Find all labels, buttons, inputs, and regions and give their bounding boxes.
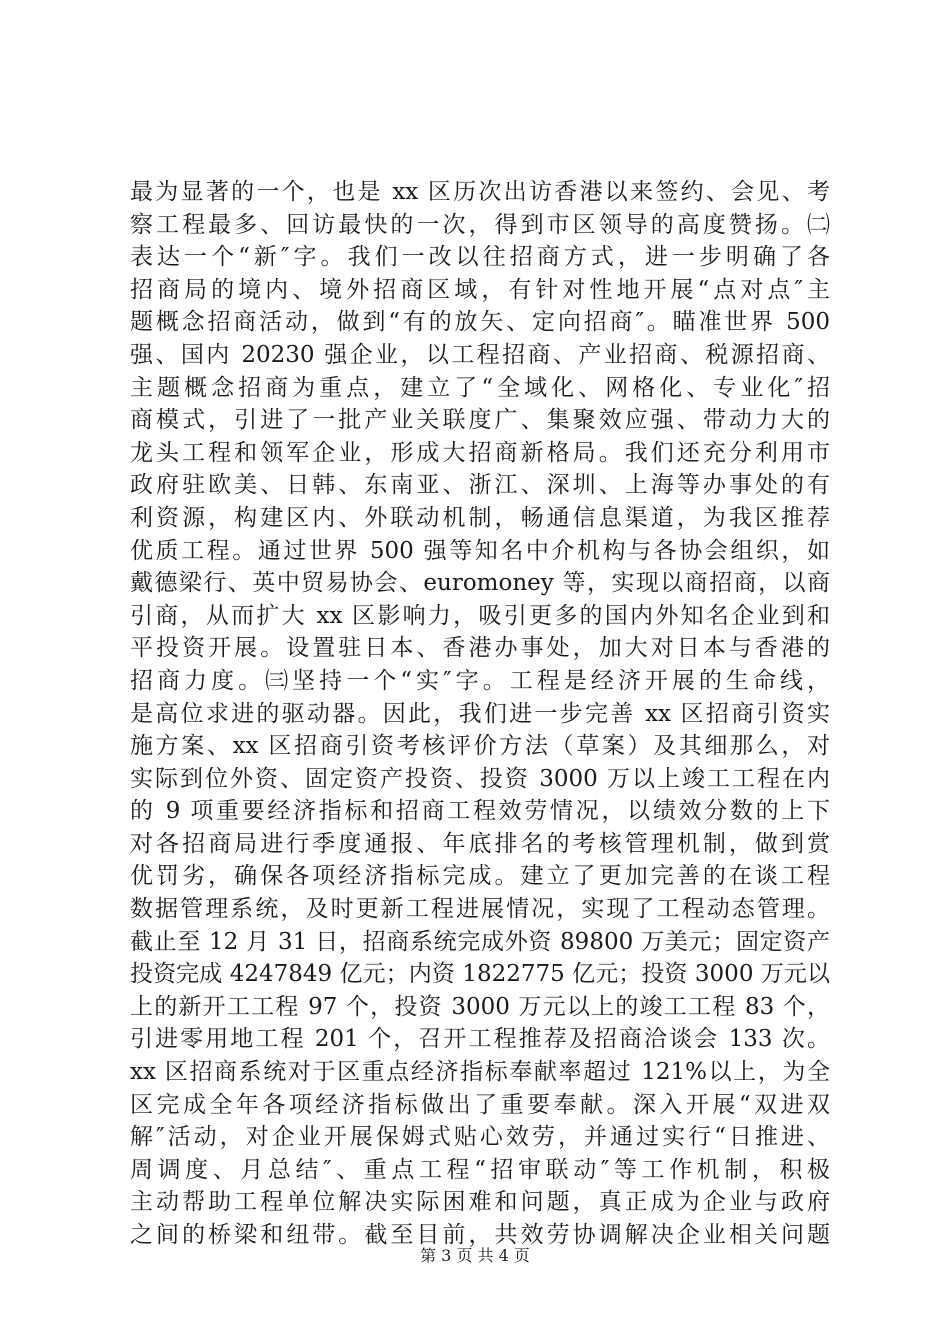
text-line: 察工程最多、回访最快的一次，得到市区领导的高度赞扬。㈡ [130, 211, 830, 238]
text-line: 数据管理系统，及时更新工程进展情况，实现了工程动态管理。 [130, 896, 830, 923]
text-line: 施方案、xx 区招商引资考核评价方法（草案）及其细那么，对 [130, 733, 830, 760]
text-line: 实际到位外资、固定资产投资、投资 3000 万以上竣工工程在内 [130, 765, 830, 792]
text-line: 题概念招商活动，做到“有的放矢、定向招商″。瞄准世界 500 [130, 309, 830, 336]
text-line: 周调度、月总结″、重点工程“招审联动″等工作机制，积极 [130, 1156, 830, 1183]
text-line: 表达一个“新″字。我们一改以往招商方式，进一步明确了各 [130, 244, 830, 271]
text-line: 平投资开展。设置驻日本、香港办事处，加大对日本与香港的 [130, 635, 830, 662]
text-line: 龙头工程和领军企业，形成大招商新格局。我们还充分利用市 [130, 439, 830, 466]
text-line: 招商局的境内、境外招商区域，有针对性地开展“点对点″主 [130, 276, 830, 303]
text-line: 引进零用地工程 201 个，召开工程推荐及招商洽谈会 133 次。 [130, 1026, 830, 1053]
text-line: 招商力度。㈢坚持一个“实″字。工程是经济开展的生命线， [130, 667, 830, 694]
text-line: 对各招商局进行季度通报、年底排名的考核管理机制，做到赏 [130, 830, 830, 857]
text-line: 投资完成 4247849 亿元；内资 1822775 亿元；投资 3000 万元以 [130, 961, 830, 988]
text-line: 区完成全年各项经济指标做出了重要奉献。深入开展“双进双 [130, 1091, 830, 1118]
text-line: 戴德梁行、英中贸易协会、euromoney 等，实现以商招商，以商 [130, 570, 830, 597]
text-line: 优质工程。通过世界 500 强等知名中介机构与各协会组织，如 [130, 537, 830, 564]
page-footer: 第 3 页 共 4 页 [420, 1246, 530, 1265]
text-line: 是高位求进的驱动器。因此，我们进一步完善 xx 区招商引资实 [130, 700, 830, 727]
text-line: 最为显著的一个，也是 xx 区历次出访香港以来签约、会见、考 [130, 179, 830, 205]
text-line: 优罚劣，确保各项经济指标完成。建立了更加完善的在谈工程 [130, 863, 830, 890]
text-line: 主动帮助工程单位解决实际困难和问题，真正成为企业与政府 [130, 1189, 830, 1216]
text-line: 上的新开工工程 97 个，投资 3000 万元以上的竣工工程 83 个， [130, 993, 830, 1020]
text-line: 引商，从而扩大 xx 区影响力，吸引更多的国内外知名企业到和 [130, 602, 830, 629]
text-line: 利资源，构建区内、外联动机制，畅通信息渠道，为我区推荐 [130, 504, 830, 531]
text-line: 主题概念招商为重点，建立了“全域化、网格化、专业化″招 [130, 374, 830, 401]
text-line: 截止至 12 月 31 日，招商系统完成外资 89800 万美元；固定资产 [130, 928, 830, 955]
text-line: 的 9 项重要经济指标和招商工程效劳情况，以绩效分数的上下 [130, 798, 830, 825]
text-line: 商模式，引进了一批产业关联度广、集聚效应强、带动力大的 [130, 407, 830, 434]
text-line: 强、国内 20230 强企业，以工程招商、产业招商、税源招商、 [130, 341, 830, 368]
text-line: 政府驻欧美、日韩、东南亚、浙江、深圳、上海等办事处的有 [130, 472, 830, 499]
body-text [130, 176, 830, 1252]
text-line: 解″活动，对企业开展保姆式贴心效劳，并通过实行“日推进、 [130, 1124, 830, 1151]
text-line: 之间的桥梁和纽带。截至目前，共效劳协调解决企业相关问题 [130, 1222, 830, 1248]
text-line: xx 区招商系统对于区重点经济指标奉献率超过 121%以上，为全 [130, 1059, 830, 1086]
